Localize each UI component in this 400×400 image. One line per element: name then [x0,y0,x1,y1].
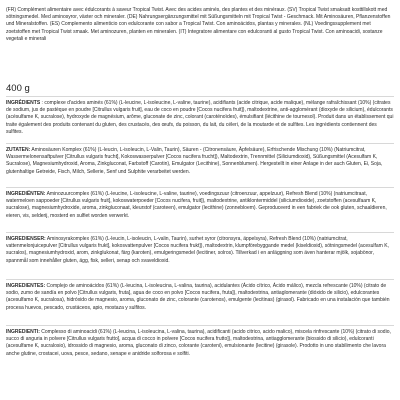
ingredients-es [6,283,394,312]
ingredients-it-heading: INGREDIENTI: [6,329,40,335]
ingredients-fr-heading: INGRÉDIENTS [6,100,41,106]
divider [6,232,394,233]
ingredients-es-text: Complejo de aminoácidos (61%) (L-leucina, L-isoleucina, L-valina, taurina), acidulantes (Ácido cítrico, Ácido málico), mezcla refrescante (10%) (citrato de sodio, zumo de sandía en polvo [Citrullus vulgaris, fruta], agua de coco en polvo [Cocos nucifera, fruta]), maltodextrina, antiaglomerante (dióxido de silicio), edulcorantes (acesulfamo K, sucralosa), hidróxido de magnesio, aroma, gluconato de zinc, colorante (carotenos), emulgente (lecitinas) (girasol). Fabricado en una instalación que también procesa huevos, pescado, crustáceos, apio, mostaza y sulfitos. [6,283,390,311]
ingredients-sv-text: Aminosyrakomplex (61%) (L-leucin, L-isoleucin, L-valin, Taurin), surhet syror (citronsyra, äppelsyra), Refresh Blend (10%) (natriumcitrat, vattenmelonjuicepulver [Citrullus vulgaris frukt], kokosvattenpulver [Cocos nucifera frukt]), maltodextrin, klumpförebyggande medel (kiseldioxid), sötningsmedel (acesulfam K, sucralos), magnesiumhydroxid, arom, zinkglukonat, färg (karoten), emulgeringsmedel (lecitiner, solros). Tillverkad i en anläggning som även hanterar mjölk, sojabönor, spannmål som innehåller gluten, ägg, fisk, selleri, senap och svaveldioxid. [6,236,389,264]
divider [6,143,394,144]
ingredients-sv-heading: INGREDIENSER: [6,236,46,242]
ingredients-nl [6,191,394,220]
ingredients-fr-text: : complexe d'acides aminés (61%) (L-leucine, L-isoleucine, L-valine, taurine), acidifiants (acide citrique, acide malique), mélange rafraîchissant (10%) (citrates de sodium, jus de pastèque en poudre [Citrullus vulgaris fruit], eau de coco en poudre [Cocos nucifera fruit]), maltodextrine, anti-agglomérant (dioxyde de silicium), édulcorants (acésulfame K, sucralose), hydroxyde de magnésium, arôme, gluconate de zinc, colorant (caroténoïdes), émulsifiant (lécithine de tournesol). Produit dans un établissement qui traite également des produits contenant du gluten, des crustacés, des œufs, du poisson, du lait, du céleri, de la moutarde et de sulfites. Les ingrédients contiennent des sulfites. [6,100,394,135]
ingredients-nl-text: Aminozuurcomplex (61%) (L-leucine, L-isoleucine, L-valine, taurine), voedingszuur (citroenzuur, appelzuur), Refresh Blend (10%) (natriumcitraat, watermeloen sappoeder [Citrullus vulgaris fruit], kokoswaterpoeder [Cocos nucifera, fruit]), maltodextrine, antiklontermiddel (siliciumdioxide), zoetstoffen (acesulfaam K, sucralose), magnesiumhydroxide, aroma, zinkgluconaat, kleurstof (caroteen), emulgator (lecithine) (zonnebloem). Geproduceerd in een fabriek die ook gluten, schaaldieren, eieren, vis, selderij, mosterd en sulfiet worden verwerkt. [6,191,387,219]
ingredients-de [6,147,394,176]
divider [6,325,394,326]
ingredients-it [6,329,394,358]
ingredients-de-text: Aminosäuren Komplex (61%) (L-leucin, L-isoleucin, L-Valin, Taurin), Säuren - (Citronensäure, Äpfelsäure), Erfrischende Mischung (10%) (Natriumcitrat, Wassermelonensaftpulver [Citrullus vulgaris frucht], Kokoswasserpulver [Cocos nucifera frucht]), Maltodextrin, Trennmittel (Siliciumdioxid), Süßungsmittel (Acesulfam K, Sucralose), Magnesiumhydroxid, Aroma, Zinkgluconat, Farbstoff (Carotin), Emulgator (Lecithine), Sonnenblumen). Hergestellt in einer Anlage in der auch Gluten, Ei, Soja, glutenhaltige Getreide, Fisch, Milch, Sellerie, Senf und Sulphite verarbeitet werden. [6,147,383,175]
divider [6,187,394,188]
ingredients-nl-heading: INGREDIËNTEN: [6,191,46,197]
ingredients-sv [6,236,394,265]
ingredients-fr [6,100,394,136]
ingredients-it-text: Complesso di aminoacidi (61%) (L-leucina, L-isoleucina, L-valina, taurina), acidificanti (acido citrico, acido malico), miscela rinfrescante (10%) (citrato di sodio, succo di anguria in polvere [Citrullus vulgaris frutto], acqua di cocco in polvere [Cocos nucifera frutto]), maltodestrina, antiagglomerante (biossido di silicio), edulcoranti (acesulfame K, sucralosio), idrossido di magnesio, aroma, gluconato di zinco, colorante (caroteni), emulsionante (lecitine) (girasole). Prodotto in uno stabilimento che lavora anche glutine, crostacei, uova, pesce, sedano, senape e anidride solforosa e solfiti. [6,329,391,357]
divider [6,96,394,97]
ingredients-es-heading: INGREDIENTES: [6,283,46,289]
divider [6,279,394,280]
net-weight: 400 g [6,83,30,94]
product-description: (FR) Complément alimentaire avec édulcorants à saveur Tropical Twist. Avec des acides aminés, des plantes et des minéraux. (SV) Tropical Twist smaksatt kosttillskott med sötningsmedel. Med aminosyror, växter och mineraler. (DE) Nahrungsergänzungsmittel mit Süßungsmitteln mit Tropical Twist - Geschmack. Mit Aminosäuren, Pflanzenstoffen und Mineralstoffen. (ES) Complemento alimenticio con edulcorante con sabor a Tropical Twist. Con aminoácidos, plantas y minerales. (NL) Voedingssupplement met zoetstoffen met Tropical Twist smaak. Met aminozuren, planten en mineralen. (IT) Integratore alimentare con edulcoranti al gusto Tropical Twist. Con aminoacidi, sostanze vegetali e minerali [6,7,391,42]
ingredients-de-heading: ZUTATEN: [6,147,31,153]
